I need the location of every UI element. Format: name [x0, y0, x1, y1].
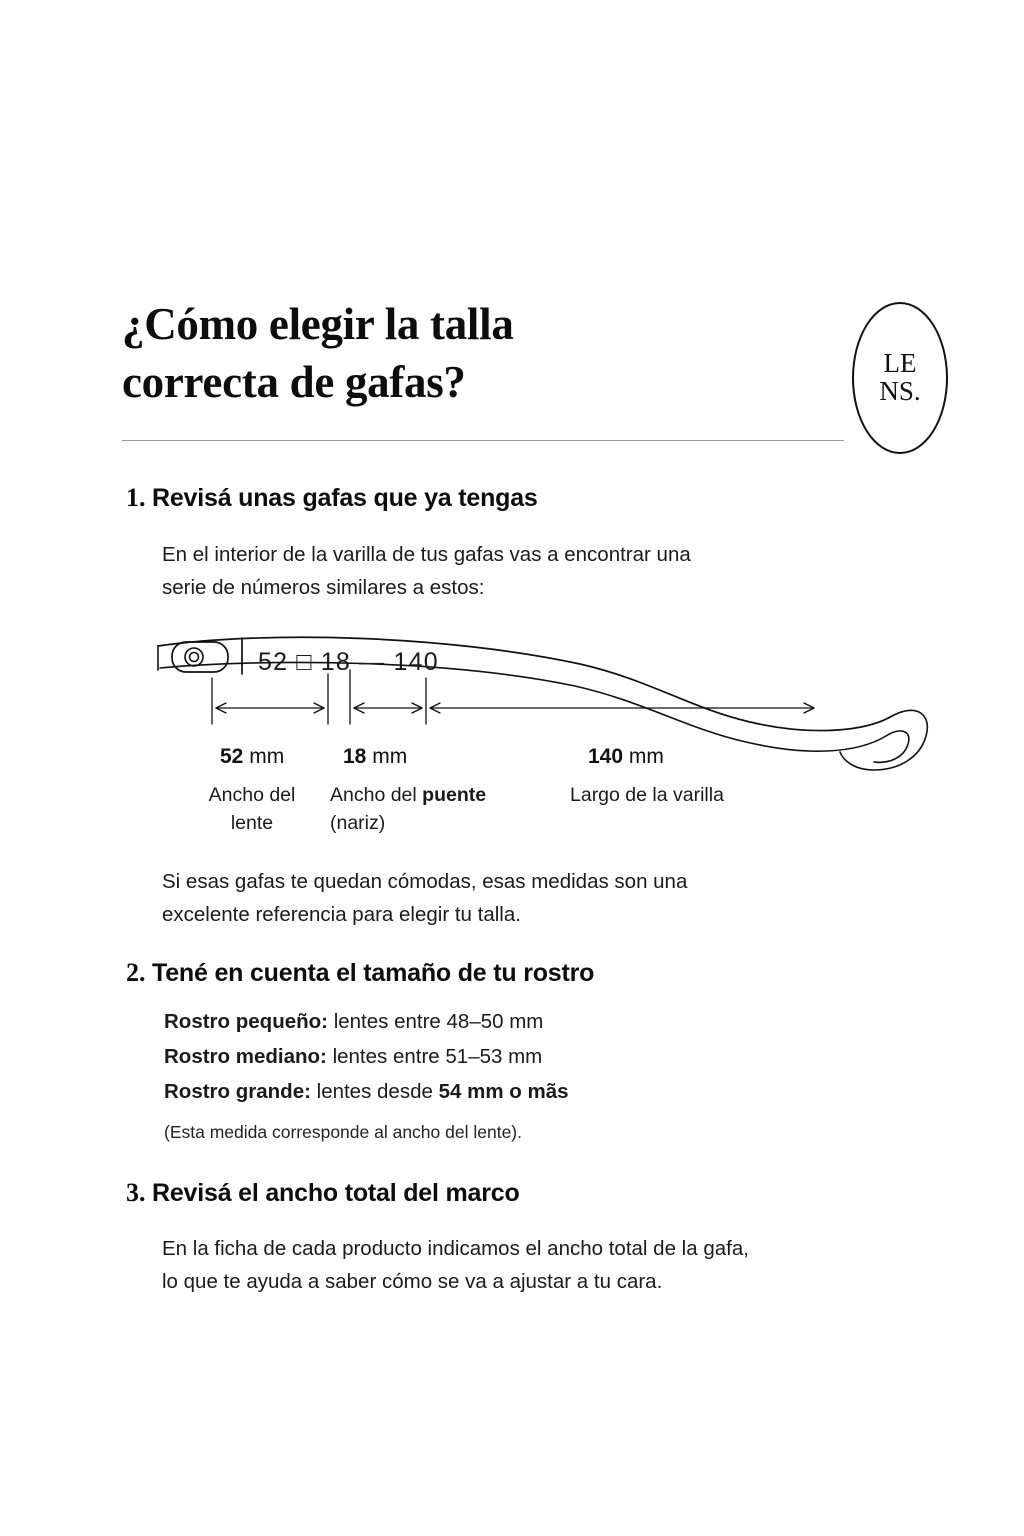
- step-3-paragraph-line-2: lo que te ayuda a saber cómo se va a ajustar a tu cara.: [162, 1270, 663, 1294]
- dimension-caption-lens: [186, 781, 318, 838]
- page-title: [122, 296, 742, 411]
- step-2-heading: [126, 958, 594, 988]
- face-size-value-large-pre: lentes desde: [310, 1080, 439, 1103]
- step-3-heading: [126, 1178, 520, 1208]
- dimension-label-lens: [220, 745, 284, 769]
- step-1-paragraph-line-2: serie de números similares a estos:: [162, 576, 485, 600]
- step-2-number: 2.: [126, 958, 146, 987]
- brand-logo-line-1: LE: [883, 348, 917, 379]
- step-3-paragraph-line-1: En la ficha de cada producto indicamos el ancho total de la gafa,: [162, 1237, 749, 1260]
- dimension-caption-lens-line-2: lente: [230, 812, 274, 835]
- dimension-caption-lens-line-1: Ancho del: [208, 784, 296, 806]
- step-2-note: (Esta medida corresponde al ancho del lente).: [164, 1122, 522, 1142]
- dimension-caption-bridge-text: Ancho del: [330, 784, 417, 806]
- step-1-paragraph-line-1: En el interior de la varilla de tus gafas vas a encontrar una: [162, 543, 691, 566]
- step-1-number: 1.: [126, 483, 146, 512]
- face-size-label-medium: Rostro mediano:: [164, 1045, 327, 1068]
- page-title-line-2: correcta de gafas?: [122, 356, 466, 407]
- step-1-title: Revisá unas gafas que ya tengas: [152, 484, 538, 512]
- dimension-caption-bridge: [330, 781, 548, 838]
- page-title-line-1: ¿Cómo elegir la talla: [122, 299, 514, 349]
- step-3-title: Revisá el ancho total del marco: [152, 1179, 520, 1207]
- dimension-label-temple: [588, 745, 664, 769]
- dimension-unit-temple: mm: [628, 745, 664, 768]
- dimension-caption-bridge-line-2: (nariz): [330, 812, 386, 835]
- face-size-row-medium: [164, 1045, 542, 1069]
- face-size-row-small: [164, 1010, 543, 1034]
- step-1-closing-line-2: excelente referencia para elegir tu talla.: [162, 903, 521, 927]
- face-size-value-medium: lentes entre 51–53 mm: [326, 1045, 543, 1068]
- step-1-closing-paragraph: [162, 865, 902, 931]
- face-size-label-small: Rostro pequeño:: [164, 1010, 328, 1033]
- brand-logo-line-2: NS.: [879, 376, 921, 406]
- dimension-unit-bridge: mm: [372, 745, 408, 768]
- brand-logo-text: [854, 304, 946, 452]
- page-header: [122, 296, 902, 411]
- face-size-label-large: Rostro grande:: [164, 1080, 311, 1103]
- dimension-unit-lens: mm: [249, 745, 285, 768]
- header-divider: [122, 440, 844, 441]
- dimension-value-bridge: 18: [343, 745, 367, 768]
- face-size-value-large-bold: 54 mm o mãs: [438, 1080, 569, 1103]
- brand-logo: [852, 302, 948, 454]
- step-1-heading: [126, 483, 538, 513]
- dimension-caption-temple-line-1: Largo de la varilla: [570, 784, 724, 806]
- dimension-caption-temple: [570, 781, 790, 809]
- step-1-closing-line-1: Si esas gafas te quedan cómodas, esas medidas son una: [162, 870, 688, 893]
- step-3-number: 3.: [126, 1178, 146, 1207]
- dimension-label-bridge: [343, 745, 407, 769]
- dimension-caption-bridge-line-1: [330, 781, 548, 809]
- dimension-value-temple: 140: [588, 745, 624, 768]
- dimension-value-lens: 52: [220, 745, 244, 768]
- face-size-row-large: [164, 1080, 569, 1104]
- step-1-paragraph: [162, 538, 902, 604]
- face-size-value-small: lentes entre 48–50 mm: [328, 1010, 544, 1033]
- step-2-title: Tené en cuenta el tamaño de tu rostro: [152, 959, 595, 987]
- dimension-caption-bridge-bold: puente: [422, 784, 487, 806]
- temple-engraving: 52 □ 18 — 140: [258, 648, 439, 676]
- step-3-paragraph: [162, 1232, 922, 1298]
